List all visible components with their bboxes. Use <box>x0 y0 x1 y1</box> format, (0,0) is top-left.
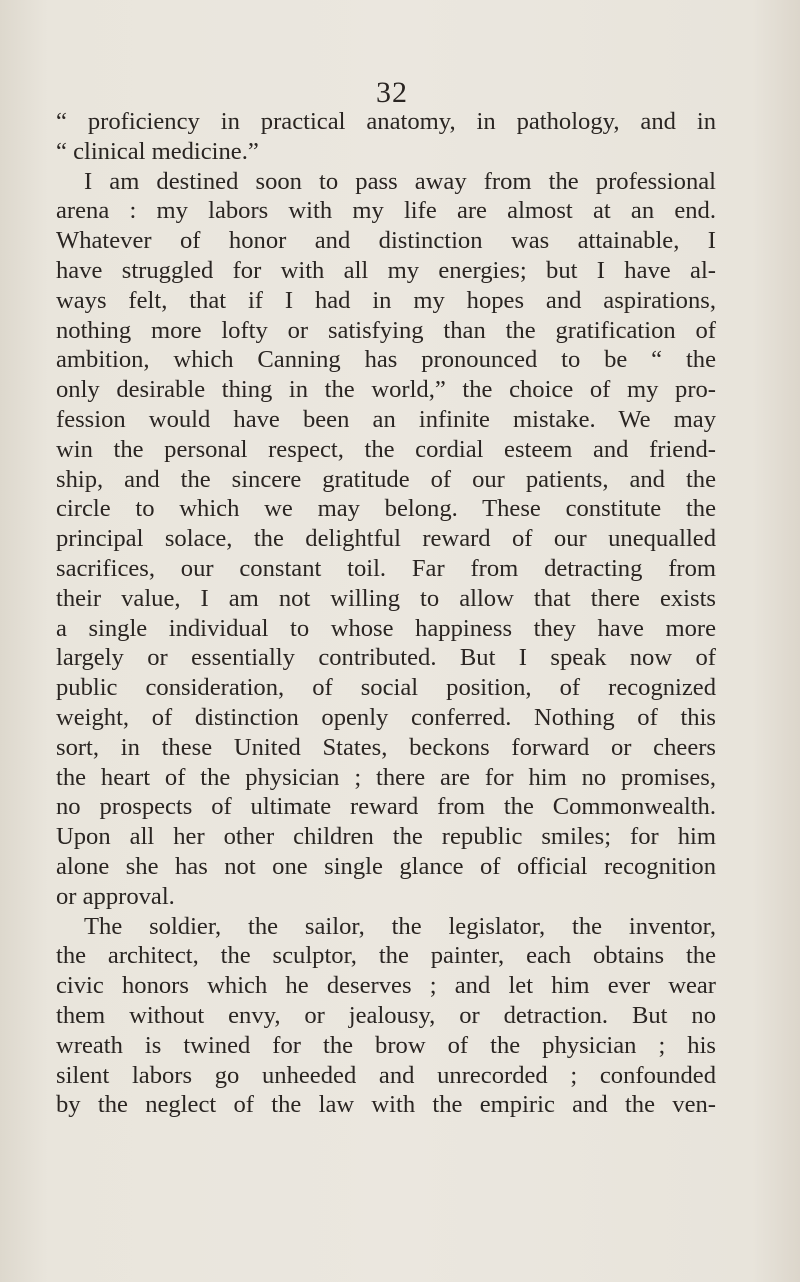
text-line: “ clinical medicine.” <box>56 137 259 165</box>
text-line: sacrifices, our constant toil. Far from detracting from <box>56 554 716 582</box>
text-line: sort, in these United States, beckons forward or cheers <box>56 733 716 761</box>
text-line: weight, of distinction openly conferred. Nothing of this <box>56 703 716 731</box>
text-line: only desirable thing in the world,” the choice of my pro- <box>56 376 716 404</box>
text-line: I am destined soon to pass away from the professional <box>84 167 716 195</box>
text-line: alone she has not one single glance of official recognition <box>56 852 716 880</box>
body-text <box>56 107 716 1120</box>
text-line: silent labors go unheeded and unrecorded ; confounded <box>56 1061 716 1089</box>
text-line: public consideration, of social position, of recognized <box>56 674 716 702</box>
text-line: circle to which we may belong. These constitute the <box>56 495 716 523</box>
text-line: them without envy, or jealousy, or detraction. But no <box>56 1001 716 1029</box>
text-line: nothing more lofty or satisfying than the gratification of <box>56 316 716 344</box>
text-line: ambition, which Canning has pronounced to be “ the <box>56 346 716 374</box>
text-line: Upon all her other children the republic smiles; for him <box>56 823 716 851</box>
text-line: wreath is twined for the brow of the physician ; his <box>56 1031 716 1059</box>
text-line: the architect, the sculptor, the painter, each obtains the <box>56 942 716 970</box>
text-line: Whatever of honor and distinction was attainable, I <box>56 227 716 255</box>
text-line: civic honors which he deserves ; and let him ever wear <box>56 972 716 1000</box>
text-line: or approval. <box>56 882 175 910</box>
text-line: arena : my labors with my life are almost at an end. <box>56 197 716 225</box>
text-line: largely or essentially contributed. But I speak now of <box>56 644 716 672</box>
text-line: ship, and the sincere gratitude of our patients, and the <box>56 465 716 493</box>
text-line: have struggled for with all my energies; but I have al- <box>56 256 716 284</box>
text-line: fession would have been an infinite mistake. We may <box>56 405 716 433</box>
text-line: their value, I am not willing to allow that there exists <box>56 584 716 612</box>
text-line: The soldier, the sailor, the legislator, the inventor, <box>84 912 716 940</box>
text-line: “ proficiency in practical anatomy, in pathology, and in <box>56 108 716 135</box>
page-number: 32 <box>376 76 408 109</box>
text-line: principal solace, the delightful reward of our unequalled <box>56 525 716 553</box>
text-line: ways felt, that if I had in my hopes and aspirations, <box>56 286 716 314</box>
text-line: win the personal respect, the cordial esteem and friend- <box>56 435 716 463</box>
text-line: by the neglect of the law with the empiric and the ven- <box>56 1091 716 1119</box>
text-line: a single individual to whose happiness they have more <box>56 614 716 642</box>
text-line: no prospects of ultimate reward from the Commonwealth. <box>56 793 716 821</box>
text-line: the heart of the physician ; there are for him no promises, <box>56 763 716 791</box>
